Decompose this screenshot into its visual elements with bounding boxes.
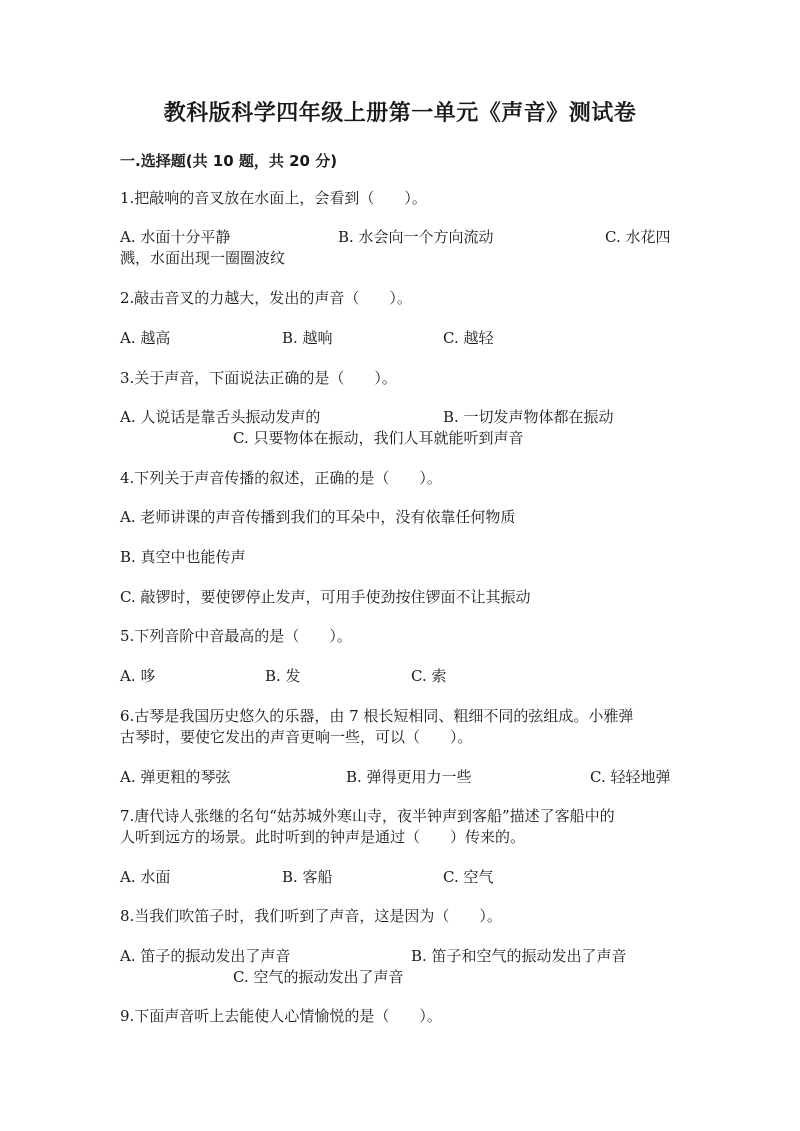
question-3-option-b: B. 一切发声物体都在振动	[443, 408, 614, 426]
question-5-option-c: C. 索	[411, 667, 447, 685]
question-6-option-c: C. 轻轻地弹	[590, 768, 671, 786]
question-6-stem-line-2: 古琴时，要使它发出的声音更响一些，可以（ ）。	[120, 728, 473, 746]
question-4-stem: 4.下列关于声音传播的叙述，正确的是（ ）。	[120, 469, 442, 487]
question-6-option-b: B. 弹得更用力一些	[346, 768, 472, 786]
question-4-option-c: C. 敲锣时，要使锣停止发声，可用手使劲按住锣面不让其振动	[120, 588, 531, 606]
question-8-option-c: C. 空气的振动发出了声音	[233, 968, 404, 986]
question-1-option-c-cont: 溅，水面出现一圈圈波纹	[120, 249, 286, 267]
question-7-option-a: A. 水面	[120, 868, 171, 886]
question-8-option-b: B. 笛子和空气的振动发出了声音	[411, 947, 627, 965]
question-6-option-a: A. 弹更粗的琴弦	[120, 768, 231, 786]
question-8-option-a: A. 笛子的振动发出了声音	[120, 947, 291, 965]
question-1-option-a: A. 水面十分平静	[120, 228, 231, 246]
exam-title: 教科版科学四年级上册第一单元《声音》测试卷	[163, 101, 637, 126]
question-2-option-c: C. 越轻	[443, 329, 494, 347]
question-7-stem-line-1: 7.唐代诗人张继的名句“姑苏城外寒山寺，夜半钟声到客船”描述了客船中的	[120, 807, 615, 825]
question-4-option-b: B. 真空中也能传声	[120, 548, 246, 566]
question-7-stem-line-2: 人听到远方的场景。此时听到的钟声是通过（ ）传来的。	[120, 828, 526, 846]
question-7-option-c: C. 空气	[443, 868, 494, 886]
question-2-stem: 2.敲击音叉的力越大，发出的声音（ ）。	[120, 289, 412, 307]
question-3-stem: 3.关于声音，下面说法正确的是（ ）。	[120, 369, 397, 387]
question-5-option-a: A. 哆	[120, 667, 156, 685]
question-8-stem: 8.当我们吹笛子时，我们听到了声音，这是因为（ ）。	[120, 907, 502, 925]
question-3-option-c: C. 只要物体在振动，我们人耳就能听到声音	[233, 429, 524, 447]
question-5-stem: 5.下列音阶中音最高的是（ ）。	[120, 627, 352, 645]
question-2-option-a: A. 越高	[120, 329, 171, 347]
question-1-option-c: C. 水花四	[605, 228, 671, 246]
question-2-option-b: B. 越响	[282, 329, 333, 347]
question-1-stem: 1.把敲响的音叉放在水面上，会看到（ ）。	[120, 189, 427, 207]
question-3-option-a: A. 人说话是靠舌头振动发声的	[120, 408, 321, 426]
question-5-option-b: B. 发	[265, 667, 301, 685]
question-9-stem: 9.下面声音听上去能使人心情愉悦的是（ ）。	[120, 1007, 442, 1025]
section-heading: 一.选择题(共 10 题，共 20 分)	[120, 152, 338, 170]
question-1-option-b: B. 水会向一个方向流动	[338, 228, 494, 246]
question-7-option-b: B. 客船	[282, 868, 333, 886]
question-4-option-a: A. 老师讲课的声音传播到我们的耳朵中，没有依靠任何物质	[120, 508, 516, 526]
question-6-stem-line-1: 6.古琴是我国历史悠久的乐器，由 7 根长短相同、粗细不同的弦组成。小雅弹	[120, 707, 634, 725]
